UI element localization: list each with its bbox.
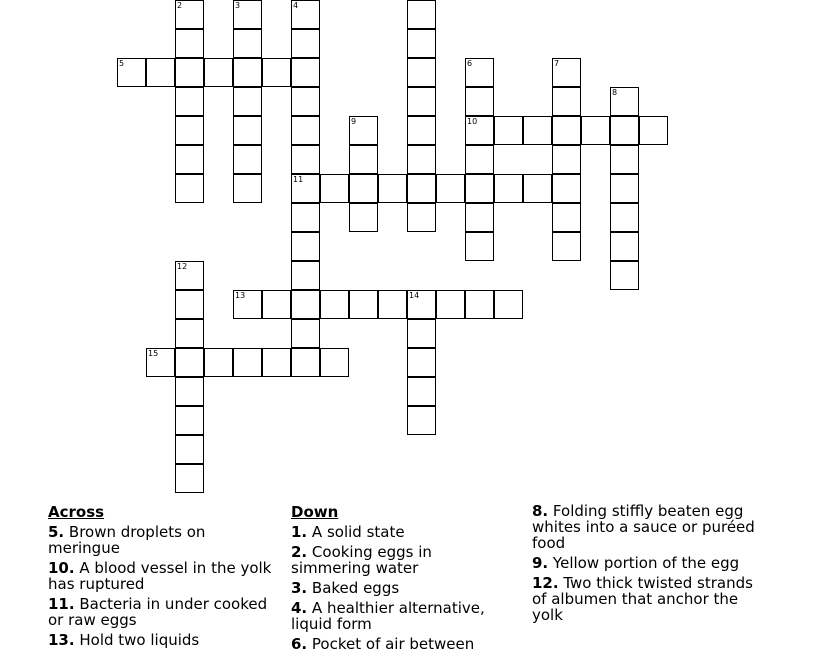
clue-number: 4 (293, 1, 299, 10)
clue (48, 596, 278, 628)
clue-number: 8. (532, 502, 549, 520)
clue-number: 2. (291, 543, 308, 561)
grid-cell[interactable] (465, 290, 494, 319)
clue-text: A blood vessel in the yolk has ruptured (48, 559, 272, 593)
grid-cell[interactable] (320, 290, 349, 319)
down-clues (291, 503, 516, 656)
clue-number: 13 (235, 291, 246, 300)
clue-number: 3 (235, 1, 241, 10)
grid-cell[interactable] (146, 58, 175, 87)
grid-cell[interactable] (552, 87, 581, 116)
grid-cell[interactable] (175, 406, 204, 435)
grid-cell[interactable] (291, 58, 320, 87)
grid-cell[interactable] (407, 348, 436, 377)
grid-cell[interactable] (175, 435, 204, 464)
clue-number: 1. (291, 523, 308, 541)
grid-cell[interactable] (610, 116, 639, 145)
grid-cell[interactable] (552, 203, 581, 232)
clue-text: Brown droplets on meringue (48, 523, 206, 557)
grid-cell[interactable] (465, 232, 494, 261)
grid-cell[interactable] (291, 319, 320, 348)
grid-cell[interactable] (407, 0, 436, 29)
grid-cell[interactable] (291, 145, 320, 174)
grid-cell[interactable] (610, 261, 639, 290)
clue-text: A solid state (311, 523, 405, 541)
grid-cell[interactable] (407, 87, 436, 116)
grid-cell[interactable] (175, 145, 204, 174)
grid-cell[interactable] (175, 0, 204, 29)
grid-cell[interactable] (436, 174, 465, 203)
grid-cell[interactable] (349, 145, 378, 174)
grid-cell[interactable] (233, 174, 262, 203)
grid-cell[interactable] (639, 116, 668, 145)
grid-cell[interactable] (117, 58, 146, 87)
clue (48, 524, 278, 556)
clue-text: Cooking eggs in simmering water (291, 543, 432, 577)
grid-cell[interactable] (407, 58, 436, 87)
across-heading: Across (48, 503, 105, 521)
grid-cell[interactable] (465, 174, 494, 203)
grid-cell[interactable] (291, 0, 320, 29)
clue-number: 5. (48, 523, 65, 541)
clue-number: 9. (532, 554, 549, 572)
grid-cell[interactable] (175, 174, 204, 203)
clue-number: 2 (177, 1, 183, 10)
clue (532, 575, 762, 623)
grid-cell[interactable] (407, 406, 436, 435)
grid-cell[interactable] (552, 58, 581, 87)
grid-cell[interactable] (465, 145, 494, 174)
grid-cell[interactable] (175, 348, 204, 377)
clue-number: 6 (467, 59, 473, 68)
grid-cell[interactable] (465, 116, 494, 145)
grid-cell[interactable] (407, 203, 436, 232)
grid-cell[interactable] (175, 58, 204, 87)
grid-cell[interactable] (581, 116, 610, 145)
grid-cell[interactable] (407, 319, 436, 348)
grid-cell[interactable] (291, 203, 320, 232)
grid-cell[interactable] (204, 348, 233, 377)
grid-cell[interactable] (407, 377, 436, 406)
clue-number: 6. (291, 635, 308, 653)
across-clues (48, 503, 278, 652)
clue (291, 580, 516, 596)
grid-cell[interactable] (494, 290, 523, 319)
grid-cell[interactable] (262, 290, 291, 319)
clue-number: 9 (351, 117, 357, 126)
grid-cell[interactable] (233, 29, 262, 58)
grid-cell[interactable] (552, 174, 581, 203)
grid-cell[interactable] (407, 174, 436, 203)
grid-cell[interactable] (465, 203, 494, 232)
clue (291, 636, 516, 652)
grid-cell[interactable] (349, 203, 378, 232)
grid-cell[interactable] (494, 174, 523, 203)
grid-cell[interactable] (175, 290, 204, 319)
clue-number: 11. (48, 595, 75, 613)
grid-cell[interactable] (349, 174, 378, 203)
clue (532, 503, 762, 551)
grid-cell[interactable] (494, 116, 523, 145)
grid-cell[interactable] (407, 116, 436, 145)
grid-cell[interactable] (552, 145, 581, 174)
grid-cell[interactable] (378, 290, 407, 319)
down-clues-continued (532, 503, 762, 627)
clue-text: Yellow portion of the egg (552, 554, 740, 572)
grid-cell[interactable] (465, 87, 494, 116)
grid-cell[interactable] (233, 116, 262, 145)
clue-text: Folding stiffly beaten egg whites into a sauce or puréed food (532, 502, 755, 552)
grid-cell[interactable] (175, 116, 204, 145)
grid-cell[interactable] (320, 174, 349, 203)
grid-cell[interactable] (175, 377, 204, 406)
grid-cell[interactable] (175, 87, 204, 116)
clue-number: 5 (119, 59, 125, 68)
grid-cell[interactable] (407, 29, 436, 58)
grid-cell[interactable] (233, 0, 262, 29)
grid-cell[interactable] (610, 203, 639, 232)
clue-number: 13. (48, 631, 75, 649)
grid-cell[interactable] (552, 116, 581, 145)
grid-cell[interactable] (610, 145, 639, 174)
grid-cell[interactable] (291, 174, 320, 203)
grid-cell[interactable] (291, 261, 320, 290)
grid-cell[interactable] (233, 348, 262, 377)
clue-text: Baked eggs (311, 579, 400, 597)
grid-cell[interactable] (291, 116, 320, 145)
grid-cell[interactable] (233, 145, 262, 174)
grid-cell[interactable] (233, 87, 262, 116)
grid-cell[interactable] (407, 290, 436, 319)
grid-cell[interactable] (378, 174, 407, 203)
grid-cell[interactable] (523, 174, 552, 203)
clue-text: A healthier alternative, liquid form (291, 599, 485, 633)
grid-cell[interactable] (233, 58, 262, 87)
clue-number: 3. (291, 579, 308, 597)
clue (48, 632, 278, 648)
clue-text: Pocket of air between (311, 635, 475, 653)
grid-cell[interactable] (349, 290, 378, 319)
clue-text: Two thick twisted strands of albumen that anchor the yolk (532, 574, 753, 624)
grid-cell[interactable] (291, 232, 320, 261)
grid-cell[interactable] (175, 464, 204, 493)
clue-text: Bacteria in under cooked or raw eggs (48, 595, 268, 629)
grid-cell[interactable] (523, 116, 552, 145)
grid-cell[interactable] (204, 58, 233, 87)
grid-cell[interactable] (552, 232, 581, 261)
grid-cell[interactable] (291, 29, 320, 58)
clue (291, 600, 516, 632)
grid-cell[interactable] (320, 348, 349, 377)
grid-cell[interactable] (175, 319, 204, 348)
clue (291, 544, 516, 576)
clue-number: 15 (148, 349, 159, 358)
clue (532, 555, 762, 571)
grid-cell[interactable] (610, 174, 639, 203)
grid-cell[interactable] (610, 232, 639, 261)
clue-number: 10. (48, 559, 75, 577)
clue-text: Hold two liquids (79, 631, 200, 649)
clue-number: 4. (291, 599, 308, 617)
grid-cell[interactable] (610, 87, 639, 116)
clue-number: 12. (532, 574, 559, 592)
grid-cell[interactable] (465, 58, 494, 87)
grid-cell[interactable] (291, 348, 320, 377)
grid-cell[interactable] (175, 29, 204, 58)
clue-number: 7 (554, 59, 560, 68)
clue (291, 524, 516, 540)
clue-number: 12 (177, 262, 188, 271)
grid-cell[interactable] (291, 87, 320, 116)
grid-cell[interactable] (262, 348, 291, 377)
grid-cell[interactable] (291, 290, 320, 319)
grid-cell[interactable] (349, 116, 378, 145)
clue-number: 11 (293, 175, 304, 184)
grid-cell[interactable] (146, 348, 175, 377)
clue-number: 14 (409, 291, 420, 300)
grid-cell[interactable] (436, 290, 465, 319)
clue-number: 8 (612, 88, 618, 97)
grid-cell[interactable] (262, 58, 291, 87)
grid-cell[interactable] (407, 145, 436, 174)
down-heading: Down (291, 503, 339, 521)
clue-number: 10 (467, 117, 478, 126)
grid-cell[interactable] (175, 261, 204, 290)
grid-cell[interactable] (233, 290, 262, 319)
clue (48, 560, 278, 592)
